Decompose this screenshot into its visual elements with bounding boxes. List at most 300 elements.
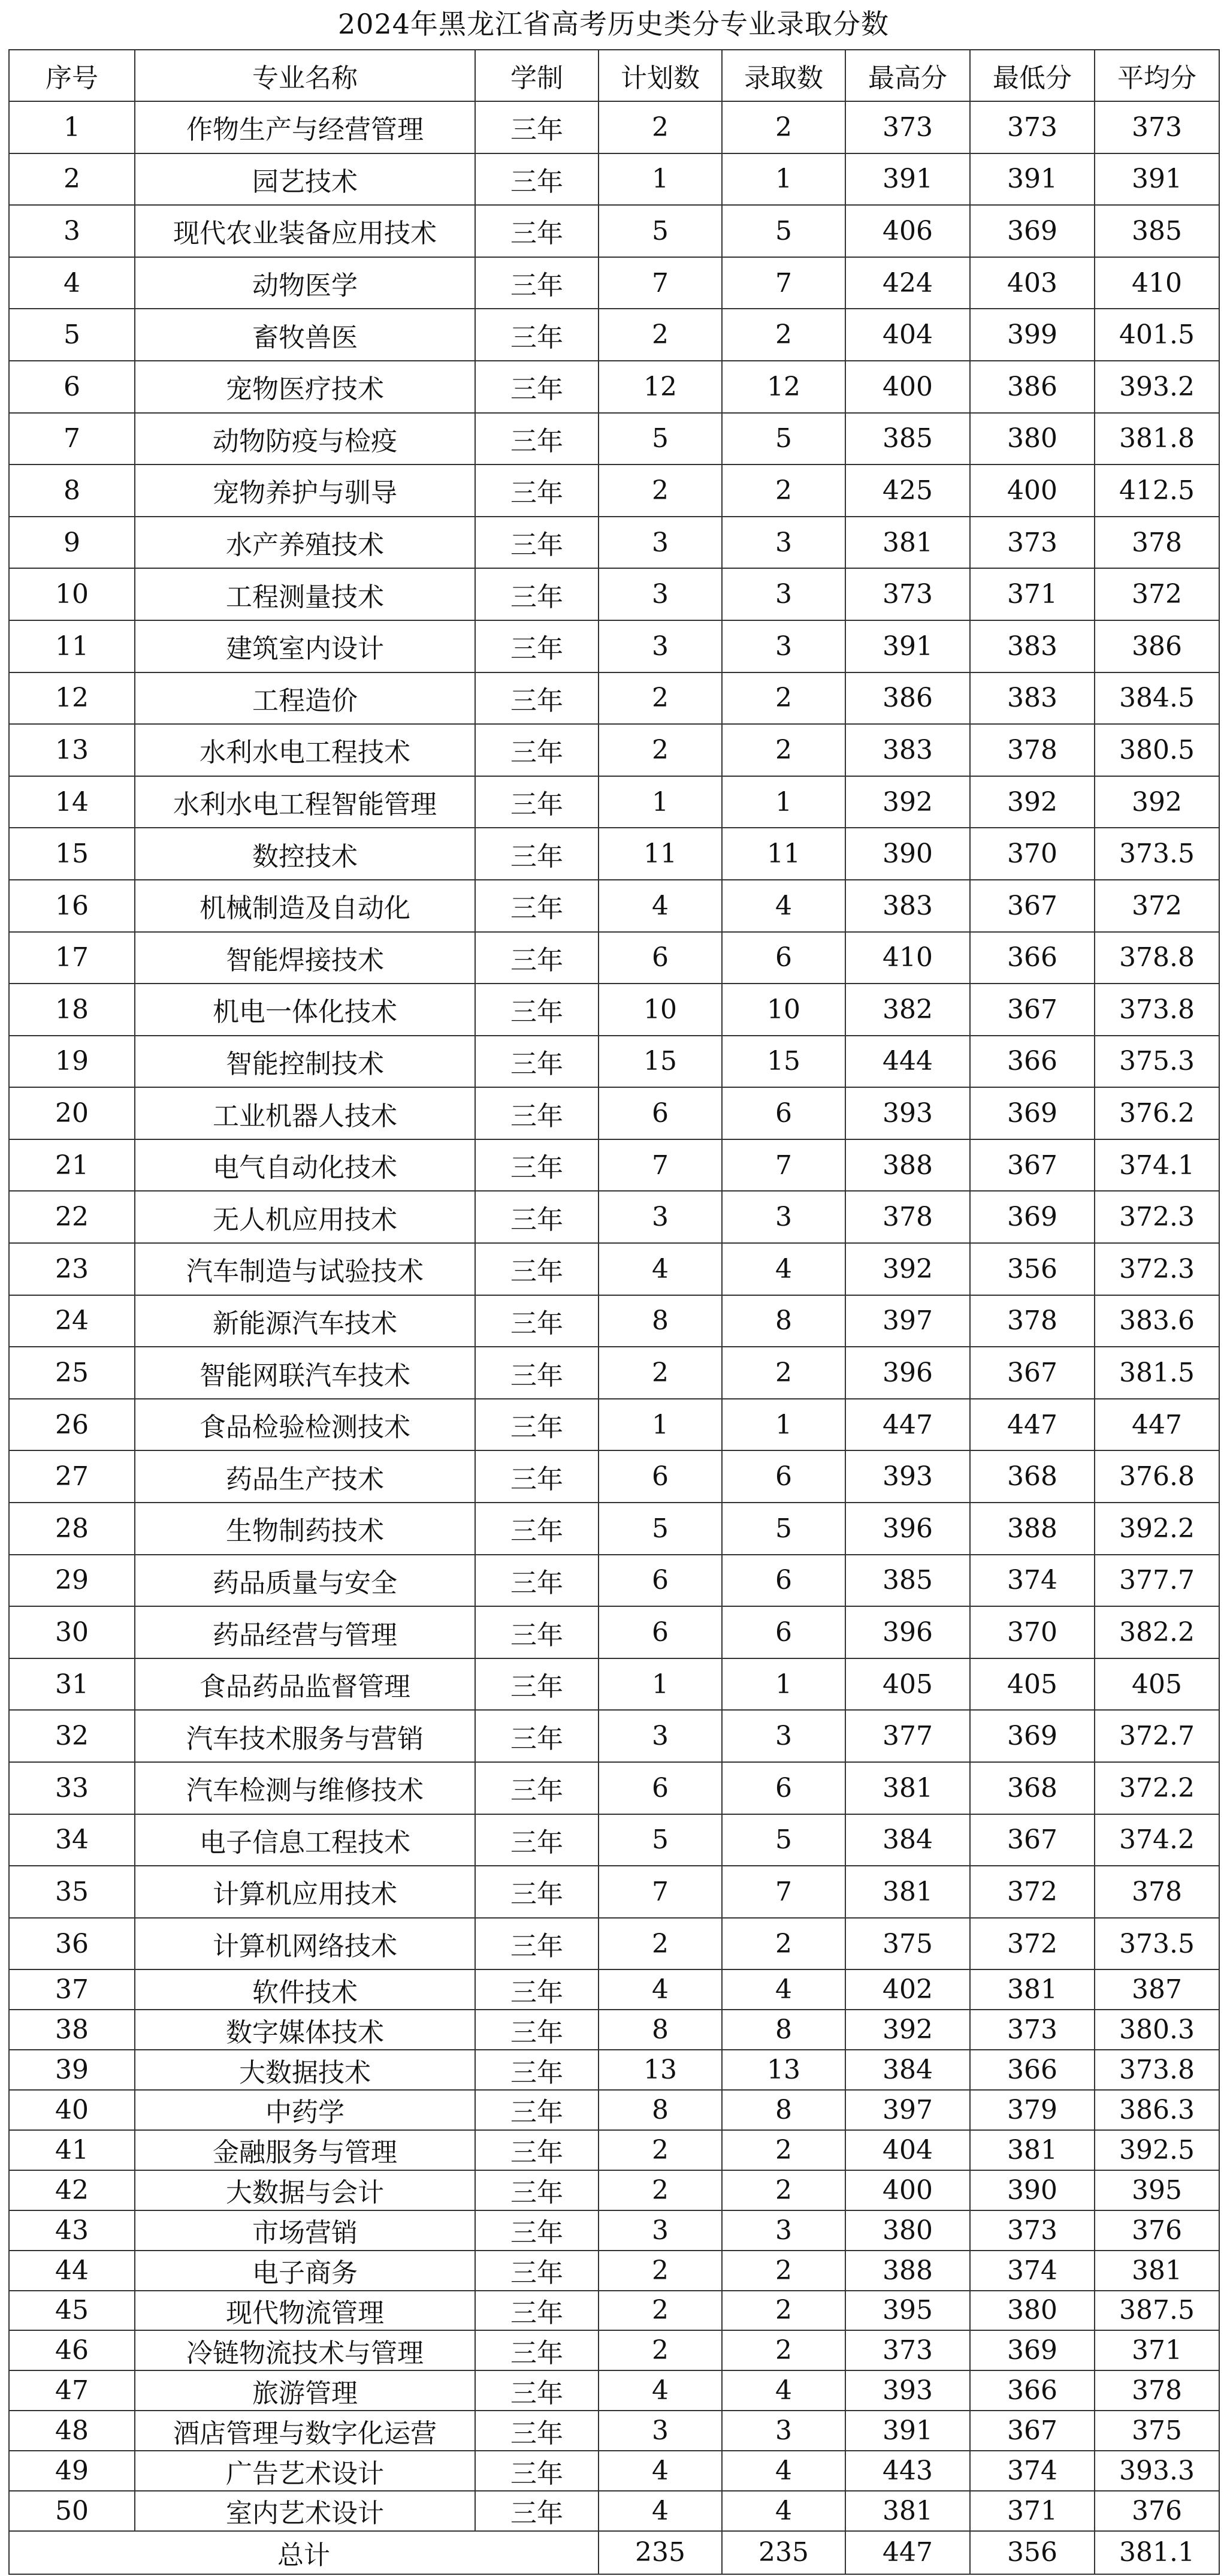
table-row — [9, 2291, 1219, 2331]
table-row — [9, 1606, 1219, 1658]
min-score: 388 — [970, 1503, 1095, 1555]
row-index: 11 — [9, 620, 135, 672]
row-index: 46 — [9, 2330, 135, 2370]
row-index: 47 — [9, 2370, 135, 2411]
max-score: 381 — [845, 1866, 970, 1918]
major-name: 动物防疫与检疫 — [135, 413, 475, 465]
admitted-count: 1 — [722, 776, 845, 828]
major-name: 园艺技术 — [135, 153, 475, 206]
major-name: 智能控制技术 — [135, 1036, 475, 1088]
row-index: 16 — [9, 880, 135, 932]
admitted-count: 2 — [722, 672, 845, 725]
avg-score: 393.2 — [1095, 361, 1219, 413]
plan-count: 3 — [599, 2411, 722, 2451]
duration: 三年 — [475, 2010, 599, 2050]
plan-count: 7 — [599, 1139, 722, 1192]
major-name: 计算机网络技术 — [135, 1918, 475, 1970]
header-cell: 最高分 — [845, 50, 970, 101]
max-score: 384 — [845, 1814, 970, 1866]
max-score: 402 — [845, 1969, 970, 2010]
row-index: 26 — [9, 1399, 135, 1451]
max-score: 392 — [845, 2010, 970, 2050]
plan-count: 2 — [599, 2251, 722, 2291]
major-name: 金融服务与管理 — [135, 2130, 475, 2170]
table-row — [9, 153, 1219, 206]
min-score: 391 — [970, 153, 1095, 206]
admitted-count: 5 — [722, 1814, 845, 1866]
plan-count: 5 — [599, 1814, 722, 1866]
avg-score: 372.3 — [1095, 1243, 1219, 1295]
table-row — [9, 2090, 1219, 2130]
duration: 三年 — [475, 2170, 599, 2210]
plan-count: 1 — [599, 1658, 722, 1711]
admitted-count: 2 — [722, 101, 845, 153]
major-name: 工程测量技术 — [135, 568, 475, 620]
major-name: 智能网联汽车技术 — [135, 1347, 475, 1399]
min-score: 374 — [970, 2251, 1095, 2291]
plan-count: 4 — [599, 880, 722, 932]
min-score: 366 — [970, 2050, 1095, 2090]
avg-score: 386 — [1095, 620, 1219, 672]
major-name: 生物制药技术 — [135, 1503, 475, 1555]
avg-score: 380.3 — [1095, 2010, 1219, 2050]
plan-count: 2 — [599, 101, 722, 153]
major-name: 药品质量与安全 — [135, 1555, 475, 1607]
row-index: 23 — [9, 1243, 135, 1295]
table-row — [9, 1814, 1219, 1866]
max-score: 373 — [845, 568, 970, 620]
admitted-count: 3 — [722, 568, 845, 620]
major-name: 酒店管理与数字化运营 — [135, 2411, 475, 2451]
plan-count: 5 — [599, 1503, 722, 1555]
duration: 三年 — [475, 2130, 599, 2170]
admitted-count: 6 — [722, 1555, 845, 1607]
avg-score: 386.3 — [1095, 2090, 1219, 2130]
table-row — [9, 828, 1219, 880]
min-score: 371 — [970, 2491, 1095, 2531]
table-row — [9, 361, 1219, 413]
total-label: 总计 — [9, 2531, 599, 2574]
table-row — [9, 2210, 1219, 2251]
duration: 三年 — [475, 1762, 599, 1814]
duration: 三年 — [475, 1918, 599, 1970]
plan-count: 5 — [599, 205, 722, 257]
min-score: 381 — [970, 1969, 1095, 2010]
max-score: 405 — [845, 1658, 970, 1711]
max-score: 392 — [845, 776, 970, 828]
avg-score: 372 — [1095, 568, 1219, 620]
max-score: 397 — [845, 1295, 970, 1347]
max-score: 400 — [845, 2170, 970, 2210]
total-min: 356 — [970, 2531, 1095, 2574]
min-score: 367 — [970, 1814, 1095, 1866]
max-score: 381 — [845, 2491, 970, 2531]
duration: 三年 — [475, 1036, 599, 1088]
min-score: 380 — [970, 2291, 1095, 2331]
max-score: 396 — [845, 1503, 970, 1555]
avg-score: 392.5 — [1095, 2130, 1219, 2170]
row-index: 21 — [9, 1139, 135, 1192]
row-index: 6 — [9, 361, 135, 413]
avg-score: 382.2 — [1095, 1606, 1219, 1658]
row-index: 24 — [9, 1295, 135, 1347]
major-name: 工程造价 — [135, 672, 475, 725]
plan-count: 6 — [599, 1450, 722, 1503]
plan-count: 2 — [599, 464, 722, 517]
min-score: 378 — [970, 724, 1095, 776]
table-row — [9, 1658, 1219, 1711]
plan-count: 3 — [599, 1191, 722, 1243]
plan-count: 3 — [599, 2210, 722, 2251]
row-index: 15 — [9, 828, 135, 880]
min-score: 399 — [970, 309, 1095, 361]
major-name: 电子信息工程技术 — [135, 1814, 475, 1866]
plan-count: 6 — [599, 1087, 722, 1139]
min-score: 368 — [970, 1762, 1095, 1814]
major-name: 数字媒体技术 — [135, 2010, 475, 2050]
min-score: 367 — [970, 2411, 1095, 2451]
max-score: 397 — [845, 2090, 970, 2130]
plan-count: 13 — [599, 2050, 722, 2090]
table-row — [9, 724, 1219, 776]
admitted-count: 6 — [722, 932, 845, 984]
duration: 三年 — [475, 672, 599, 725]
table-row — [9, 517, 1219, 569]
plan-count: 2 — [599, 724, 722, 776]
duration: 三年 — [475, 2370, 599, 2411]
major-name: 作物生产与经营管理 — [135, 101, 475, 153]
admitted-count: 1 — [722, 1399, 845, 1451]
max-score: 383 — [845, 724, 970, 776]
min-score: 368 — [970, 1450, 1095, 1503]
major-name: 动物医学 — [135, 257, 475, 309]
row-index: 4 — [9, 257, 135, 309]
max-score: 381 — [845, 1762, 970, 1814]
min-score: 379 — [970, 2090, 1095, 2130]
row-index: 5 — [9, 309, 135, 361]
table-row — [9, 1866, 1219, 1918]
duration: 三年 — [475, 880, 599, 932]
avg-score: 395 — [1095, 2170, 1219, 2210]
min-score: 367 — [970, 1139, 1095, 1192]
plan-count: 4 — [599, 2491, 722, 2531]
min-score: 373 — [970, 101, 1095, 153]
min-score: 386 — [970, 361, 1095, 413]
admitted-count: 2 — [722, 1918, 845, 1970]
min-score: 370 — [970, 828, 1095, 880]
row-index: 10 — [9, 568, 135, 620]
row-index: 14 — [9, 776, 135, 828]
avg-score: 393.3 — [1095, 2451, 1219, 2491]
major-name: 宠物养护与驯导 — [135, 464, 475, 517]
avg-score: 373.5 — [1095, 1918, 1219, 1970]
table-row — [9, 1503, 1219, 1555]
avg-score: 392.2 — [1095, 1503, 1219, 1555]
duration: 三年 — [475, 1814, 599, 1866]
avg-score: 372 — [1095, 880, 1219, 932]
max-score: 410 — [845, 932, 970, 984]
table-row — [9, 257, 1219, 309]
duration: 三年 — [475, 2451, 599, 2491]
row-index: 29 — [9, 1555, 135, 1607]
table-row — [9, 1969, 1219, 2010]
row-index: 8 — [9, 464, 135, 517]
plan-count: 2 — [599, 2330, 722, 2370]
row-index: 38 — [9, 2010, 135, 2050]
duration: 三年 — [475, 2291, 599, 2331]
major-name: 汽车检测与维修技术 — [135, 1762, 475, 1814]
table-row — [9, 205, 1219, 257]
row-index: 50 — [9, 2491, 135, 2531]
admitted-count: 5 — [722, 205, 845, 257]
row-index: 36 — [9, 1918, 135, 1970]
row-index: 22 — [9, 1191, 135, 1243]
major-name: 机电一体化技术 — [135, 984, 475, 1036]
table-row — [9, 2050, 1219, 2090]
admitted-count: 8 — [722, 1295, 845, 1347]
plan-count: 2 — [599, 672, 722, 725]
plan-count: 3 — [599, 620, 722, 672]
admitted-count: 7 — [722, 257, 845, 309]
plan-count: 12 — [599, 361, 722, 413]
admitted-count: 2 — [722, 2330, 845, 2370]
table-row — [9, 2451, 1219, 2491]
total-row — [9, 2531, 1219, 2574]
max-score: 390 — [845, 828, 970, 880]
major-name: 软件技术 — [135, 1969, 475, 2010]
major-name: 无人机应用技术 — [135, 1191, 475, 1243]
avg-score: 372.3 — [1095, 1191, 1219, 1243]
table-row — [9, 1295, 1219, 1347]
table-row — [9, 2370, 1219, 2411]
table-row — [9, 1450, 1219, 1503]
min-score: 390 — [970, 2170, 1095, 2210]
admitted-count: 6 — [722, 1087, 845, 1139]
duration: 三年 — [475, 620, 599, 672]
major-name: 水利水电工程技术 — [135, 724, 475, 776]
admitted-count: 8 — [722, 2010, 845, 2050]
row-index: 42 — [9, 2170, 135, 2210]
max-score: 382 — [845, 984, 970, 1036]
row-index: 33 — [9, 1762, 135, 1814]
avg-score: 447 — [1095, 1399, 1219, 1451]
avg-score: 376 — [1095, 2210, 1219, 2251]
row-index: 43 — [9, 2210, 135, 2251]
min-score: 369 — [970, 1191, 1095, 1243]
plan-count: 2 — [599, 309, 722, 361]
min-score: 366 — [970, 2370, 1095, 2411]
row-index: 48 — [9, 2411, 135, 2451]
table-row — [9, 1139, 1219, 1192]
admission-score-table — [8, 49, 1220, 2575]
admitted-count: 11 — [722, 828, 845, 880]
major-name: 药品经营与管理 — [135, 1606, 475, 1658]
row-index: 1 — [9, 101, 135, 153]
admitted-count: 2 — [722, 1347, 845, 1399]
max-score: 447 — [845, 1399, 970, 1451]
major-name: 畜牧兽医 — [135, 309, 475, 361]
admitted-count: 4 — [722, 2451, 845, 2491]
major-name: 电气自动化技术 — [135, 1139, 475, 1192]
row-index: 25 — [9, 1347, 135, 1399]
duration: 三年 — [475, 2411, 599, 2451]
total-plan: 235 — [599, 2531, 722, 2574]
table-row — [9, 1399, 1219, 1451]
row-index: 27 — [9, 1450, 135, 1503]
table-row — [9, 101, 1219, 153]
table-row — [9, 932, 1219, 984]
duration: 三年 — [475, 1503, 599, 1555]
duration: 三年 — [475, 828, 599, 880]
avg-score: 372.7 — [1095, 1710, 1219, 1762]
min-score: 371 — [970, 568, 1095, 620]
duration: 三年 — [475, 1555, 599, 1607]
min-score: 366 — [970, 932, 1095, 984]
duration: 三年 — [475, 1139, 599, 1192]
avg-score: 373.8 — [1095, 2050, 1219, 2090]
duration: 三年 — [475, 1450, 599, 1503]
header-cell: 平均分 — [1095, 50, 1219, 101]
admitted-count: 4 — [722, 2491, 845, 2531]
plan-count: 8 — [599, 2010, 722, 2050]
max-score: 385 — [845, 413, 970, 465]
major-name: 中药学 — [135, 2090, 475, 2130]
min-score: 380 — [970, 413, 1095, 465]
table-row — [9, 1710, 1219, 1762]
major-name: 药品生产技术 — [135, 1450, 475, 1503]
table-row — [9, 776, 1219, 828]
table-row — [9, 2251, 1219, 2291]
plan-count: 2 — [599, 2170, 722, 2210]
avg-score: 381.8 — [1095, 413, 1219, 465]
header-cell: 录取数 — [722, 50, 845, 101]
min-score: 400 — [970, 464, 1095, 517]
row-index: 34 — [9, 1814, 135, 1866]
table-row — [9, 2330, 1219, 2370]
min-score: 392 — [970, 776, 1095, 828]
avg-score: 376 — [1095, 2491, 1219, 2531]
duration: 三年 — [475, 1658, 599, 1711]
min-score: 373 — [970, 2210, 1095, 2251]
major-name: 食品药品监督管理 — [135, 1658, 475, 1711]
max-score: 404 — [845, 309, 970, 361]
duration: 三年 — [475, 361, 599, 413]
min-score: 369 — [970, 2330, 1095, 2370]
max-score: 404 — [845, 2130, 970, 2170]
min-score: 372 — [970, 1866, 1095, 1918]
plan-count: 15 — [599, 1036, 722, 1088]
major-name: 室内艺术设计 — [135, 2491, 475, 2531]
avg-score: 378 — [1095, 2370, 1219, 2411]
admitted-count: 1 — [722, 153, 845, 206]
admitted-count: 10 — [722, 984, 845, 1036]
table-row — [9, 2411, 1219, 2451]
major-name: 数控技术 — [135, 828, 475, 880]
avg-score: 371 — [1095, 2330, 1219, 2370]
major-name: 工业机器人技术 — [135, 1087, 475, 1139]
admitted-count: 1 — [722, 1658, 845, 1711]
admitted-count: 4 — [722, 1969, 845, 2010]
max-score: 388 — [845, 1139, 970, 1192]
major-name: 宠物医疗技术 — [135, 361, 475, 413]
table-row — [9, 1918, 1219, 1970]
plan-count: 8 — [599, 2090, 722, 2130]
row-index: 37 — [9, 1969, 135, 2010]
min-score: 367 — [970, 880, 1095, 932]
major-name: 水利水电工程智能管理 — [135, 776, 475, 828]
header-cell: 序号 — [9, 50, 135, 101]
duration: 三年 — [475, 2210, 599, 2251]
row-index: 18 — [9, 984, 135, 1036]
major-name: 计算机应用技术 — [135, 1866, 475, 1918]
max-score: 444 — [845, 1036, 970, 1088]
row-index: 9 — [9, 517, 135, 569]
table-row — [9, 880, 1219, 932]
admitted-count: 8 — [722, 2090, 845, 2130]
row-index: 3 — [9, 205, 135, 257]
plan-count: 2 — [599, 2291, 722, 2331]
row-index: 35 — [9, 1866, 135, 1918]
plan-count: 8 — [599, 1295, 722, 1347]
avg-score: 380.5 — [1095, 724, 1219, 776]
avg-score: 385 — [1095, 205, 1219, 257]
max-score: 385 — [845, 1555, 970, 1607]
min-score: 366 — [970, 1036, 1095, 1088]
row-index: 13 — [9, 724, 135, 776]
row-index: 45 — [9, 2291, 135, 2331]
avg-score: 375 — [1095, 2411, 1219, 2451]
admitted-count: 3 — [722, 2210, 845, 2251]
plan-count: 2 — [599, 1347, 722, 1399]
min-score: 373 — [970, 2010, 1095, 2050]
row-index: 2 — [9, 153, 135, 206]
max-score: 386 — [845, 672, 970, 725]
major-name: 旅游管理 — [135, 2370, 475, 2411]
admitted-count: 7 — [722, 1139, 845, 1192]
avg-score: 374.2 — [1095, 1814, 1219, 1866]
min-score: 374 — [970, 1555, 1095, 1607]
plan-count: 1 — [599, 1399, 722, 1451]
duration: 三年 — [475, 2491, 599, 2531]
row-index: 19 — [9, 1036, 135, 1088]
max-score: 393 — [845, 2370, 970, 2411]
major-name: 现代农业装备应用技术 — [135, 205, 475, 257]
duration: 三年 — [475, 1969, 599, 2010]
table-row — [9, 568, 1219, 620]
major-name: 智能焊接技术 — [135, 932, 475, 984]
plan-count: 3 — [599, 1710, 722, 1762]
duration: 三年 — [475, 464, 599, 517]
avg-score: 391 — [1095, 153, 1219, 206]
table-row — [9, 1243, 1219, 1295]
admitted-count: 15 — [722, 1036, 845, 1088]
plan-count: 4 — [599, 2370, 722, 2411]
table-row — [9, 1347, 1219, 1399]
plan-count: 7 — [599, 257, 722, 309]
max-score: 381 — [845, 517, 970, 569]
duration: 三年 — [475, 1866, 599, 1918]
duration: 三年 — [475, 413, 599, 465]
table-row — [9, 309, 1219, 361]
avg-score: 376.2 — [1095, 1087, 1219, 1139]
admitted-count: 5 — [722, 1503, 845, 1555]
total-max: 447 — [845, 2531, 970, 2574]
table-row — [9, 1555, 1219, 1607]
avg-score: 410 — [1095, 257, 1219, 309]
avg-score: 376.8 — [1095, 1450, 1219, 1503]
total-avg: 381.1 — [1095, 2531, 1219, 2574]
admitted-count: 2 — [722, 2251, 845, 2291]
